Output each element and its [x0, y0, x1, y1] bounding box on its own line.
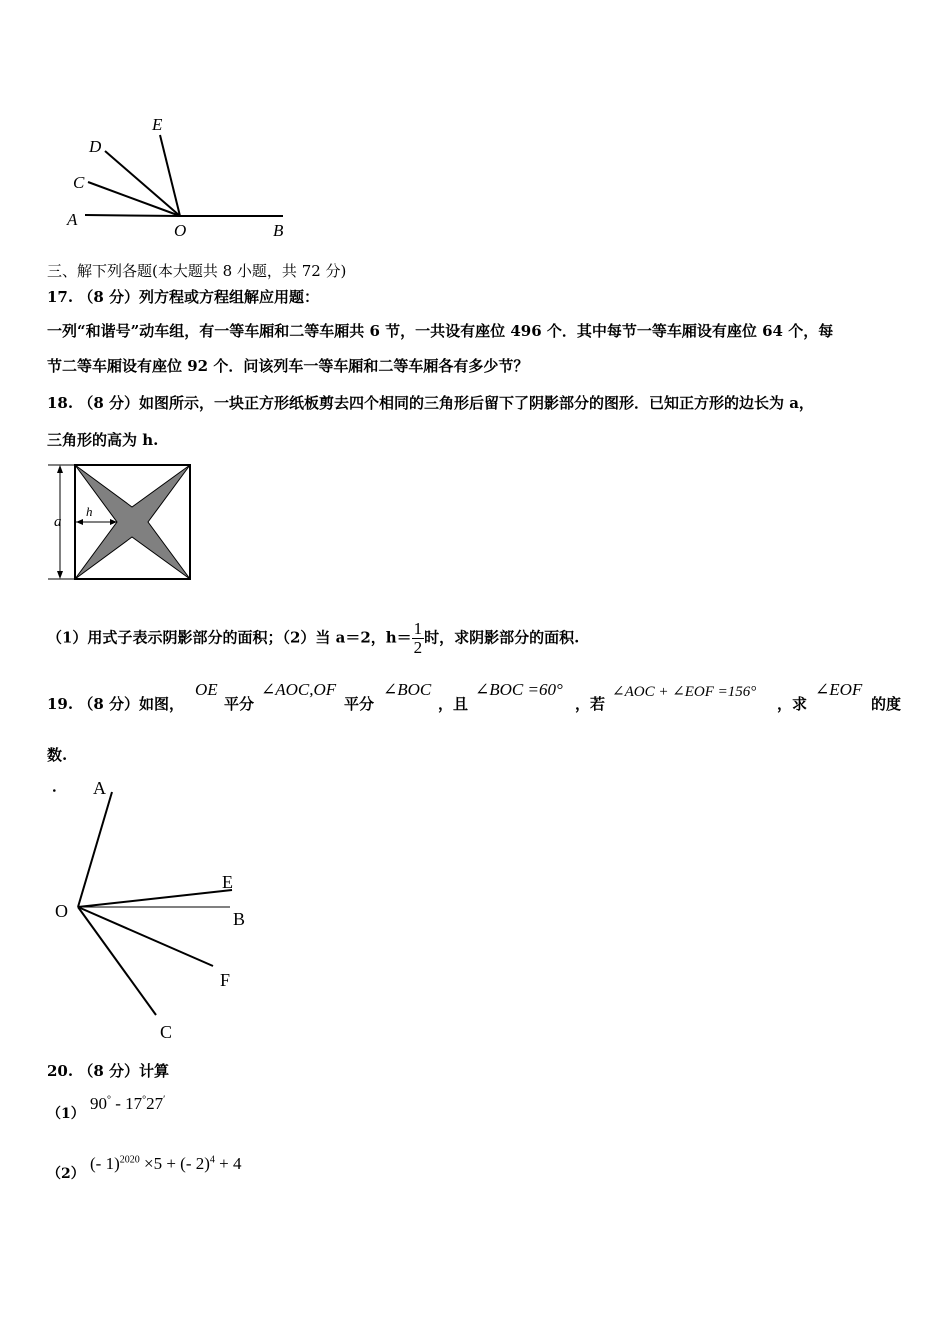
- ray-od: [105, 151, 180, 216]
- q19-m-boc60: ∠BOC =60°: [475, 680, 563, 699]
- q18-sub-b: 时，求阴影部分的面积.: [424, 628, 580, 647]
- label-b2: B: [233, 909, 246, 929]
- q20-p1-expr: [90, 1094, 165, 1114]
- ray-oc: [88, 182, 180, 216]
- q20-p2-expr: [90, 1154, 242, 1174]
- p1-b-sup: °: [142, 1094, 147, 1106]
- label-c: C: [73, 173, 85, 192]
- q19-qie: ，且: [438, 695, 469, 713]
- q19-figure-dot: ．: [52, 777, 68, 795]
- q19-m-boc: ∠BOC: [383, 680, 432, 699]
- p2-a: (- 1): [90, 1154, 120, 1173]
- q17-title: 17. （8 分）列方程或方程组解应用题：: [47, 288, 319, 306]
- q19-ruo: ，若: [575, 695, 606, 713]
- q20-p2-label: （2）: [47, 1166, 85, 1182]
- q19-pingfen1: 平分: [224, 695, 255, 713]
- label-e2: E: [222, 872, 233, 892]
- frac-den: 2: [413, 638, 423, 657]
- q18-line2: 三角形的高为 h.: [47, 431, 159, 449]
- q17-line2: 节二等车厢设有座位 92 个．问该列车一等车厢和二等车厢各有多少节？: [47, 357, 529, 375]
- arrow-a-down: [57, 571, 63, 579]
- label-d: D: [89, 137, 102, 156]
- p1-op: - 17: [111, 1094, 143, 1113]
- label-o2: O: [55, 901, 68, 921]
- q20-p1-label: （1）: [47, 1106, 85, 1122]
- ray-oa: [85, 215, 180, 216]
- label-e: E: [152, 115, 163, 134]
- figure-square-star: [45, 460, 195, 586]
- q19-m-sum: ∠AOC + ∠EOF =156°: [612, 684, 757, 700]
- frac-num: 1: [413, 619, 423, 638]
- q19-prefix: 19. （8 分）如图，: [47, 695, 184, 713]
- figure-angles-eof: [50, 770, 260, 1045]
- q20-title: 20. （8 分）计算: [47, 1062, 169, 1080]
- ray-oe2: [78, 890, 232, 907]
- q19-m-oe: OE: [195, 680, 218, 699]
- q19-m-aoc-of: ∠AOC,OF: [261, 680, 337, 699]
- q18-line1: 18. （8 分）如图所示，一块正方形纸板剪去四个相同的三角形后留下了阴影部分的图形．已知正方形的边长为 a，: [47, 394, 814, 412]
- p1-c: 27: [146, 1094, 164, 1113]
- q18-subquestions: [47, 620, 579, 657]
- q19-du: 的度: [871, 695, 902, 713]
- p2-c: + 4: [214, 1154, 242, 1173]
- figure-angles-aob: [55, 108, 315, 243]
- q18-sub-a: （1）用式子表示阴影部分的面积；（2）当 a＝2，h＝: [47, 628, 412, 647]
- p1-a: 90: [90, 1094, 107, 1113]
- label-c2: C: [160, 1022, 173, 1042]
- label-o: O: [174, 221, 187, 240]
- q19-pingfen2: 平分: [344, 695, 375, 713]
- fraction-one-half: [412, 620, 425, 657]
- p2-exp2: 4: [209, 1154, 215, 1166]
- p2-b: ×5 + (- 2): [139, 1154, 210, 1173]
- label-b: B: [273, 221, 284, 240]
- p1-c-sup: ′: [163, 1094, 166, 1106]
- label-f2: F: [220, 970, 231, 990]
- arrow-a-up: [57, 465, 63, 473]
- section-heading: 三、解下列各题(本大题共 8 小题，共 72 分): [47, 262, 347, 280]
- label-a: A: [67, 210, 78, 229]
- ray-oe: [160, 135, 180, 216]
- arrow-h-left: [76, 519, 83, 525]
- q19-line2: 数.: [47, 746, 68, 764]
- q19-m-eof: ∠EOF: [815, 680, 863, 699]
- q17-line1: 一列“和谐号”动车组，有一等车厢和二等车厢共 6 节，一共设有座位 496 个．其中每节一等车厢设有座位 64 个，每: [47, 322, 834, 340]
- label-h: h: [86, 504, 93, 519]
- p2-exp1: 2020: [119, 1154, 140, 1166]
- label-a2: A: [93, 778, 106, 798]
- q19-qiu: ，求: [777, 695, 808, 713]
- label-a-side: a: [54, 514, 62, 530]
- ray-oa2: [78, 792, 112, 907]
- p1-a-sup: °: [107, 1094, 111, 1106]
